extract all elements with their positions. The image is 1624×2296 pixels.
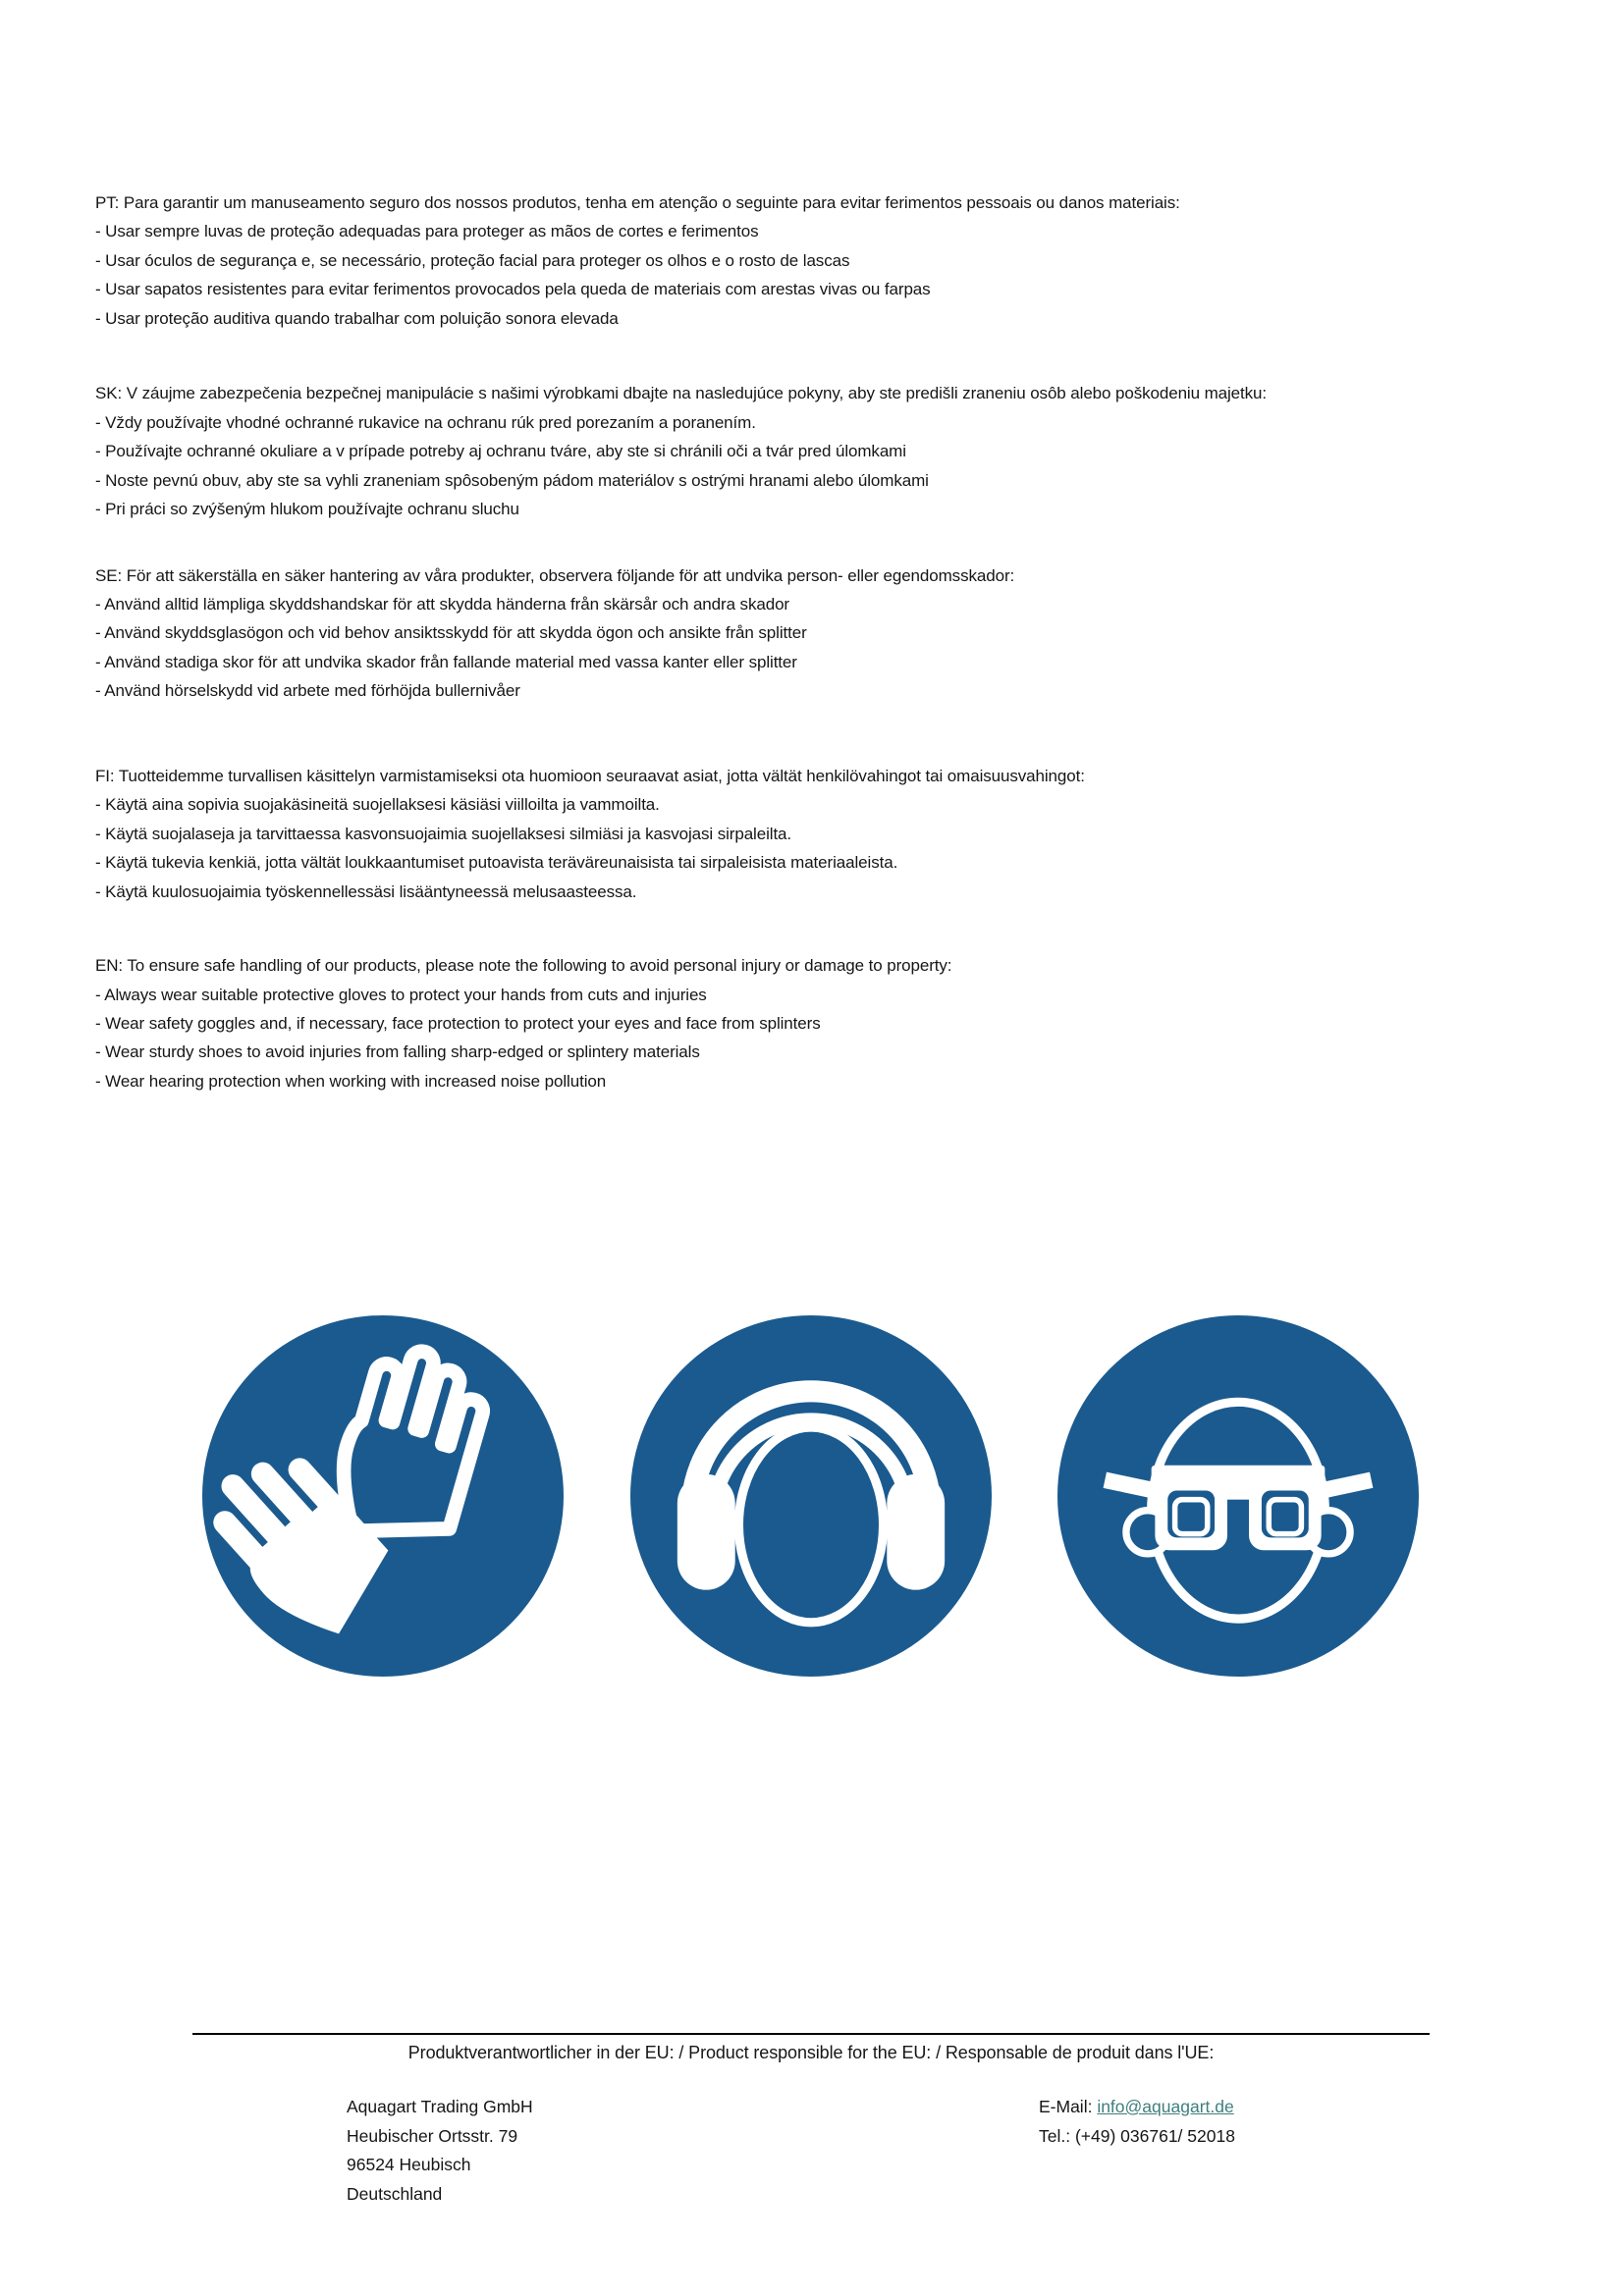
- footer-divider: [192, 2033, 1430, 2035]
- section-fi: [95, 762, 1489, 906]
- company-country: Deutschland: [347, 2183, 443, 2204]
- contact-info: [1039, 2093, 1235, 2151]
- section-en-bullet-2: - Wear safety goggles and, if necessary, face protection to protect your eyes and face from splinters: [95, 1013, 821, 1033]
- section-en-bullet-3: - Wear sturdy shoes to avoid injuries from falling sharp-edged or splintery materials: [95, 1042, 700, 1062]
- footer-heading: Produktverantwortlicher in der EU: / Product responsible for the EU: / Responsable de produit dans l'UE:: [407, 2043, 1215, 2062]
- company-city: 96524 Heubisch: [347, 2155, 471, 2174]
- phone-line: Tel.: (+49) 036761/ 52018: [1039, 2125, 1235, 2146]
- company-address: [347, 2093, 533, 2209]
- section-en-bullet-4: - Wear hearing protection when working with increased noise pollution: [95, 1071, 607, 1091]
- wear-eye-protection-pictogram: [1057, 1315, 1419, 1677]
- section-se-bullet-4: - Använd hörselskydd vid arbete med förhöjda bullernivåer: [95, 681, 520, 701]
- section-se-bullet-2: - Använd skyddsglasögon och vid behov ansiktsskydd för att skydda ögon och ansikte från splitter: [95, 623, 807, 643]
- section-sk-bullet-2: - Používajte ochranné okuliare a v prípade potreby aj ochranu tváre, aby ste si chránili oči a tvár pred úlomkami: [95, 442, 906, 461]
- section-sk-bullet-3: - Noste pevnú obuv, aby ste sa vyhli zraneniam spôsobeným pádom materiálov s ostrými hranami alebo úlomkami: [95, 470, 929, 490]
- ear-protection-icon: [630, 1315, 992, 1677]
- section-sk-heading: SK: V záujme zabezpečenia bezpečnej manipulácie s našimi výrobkami dbajte na nasledujúce pokyny, aby ste predišli zraneniu osôb alebo poškodeniu majetku:: [95, 384, 1268, 403]
- section-en-heading: EN: To ensure safe handling of our products, please note the following to avoid personal injury or damage to property:: [95, 956, 952, 976]
- section-fi-bullet-4: - Käytä kuulosuojaimia työskennellessäsi lisääntyneessä melusaasteessa.: [95, 881, 637, 901]
- section-fi-bullet-2: - Käytä suojalaseja ja tarvittaessa kasvonsuojaimia suojellaksesi silmiäsi ja kasvojasi sirpaleilta.: [95, 824, 792, 843]
- section-pt-heading: PT: Para garantir um manuseamento seguro dos nossos produtos, tenha em atenção o seguinte para evitar ferimentos pessoais ou danos materiais:: [95, 193, 1180, 212]
- eye-protection-icon: [1057, 1315, 1419, 1677]
- section-se-bullet-1: - Använd alltid lämpliga skyddshandskar för att skydda händerna från skärsår och andra skador: [95, 594, 789, 614]
- section-pt-bullet-3: - Usar sapatos resistentes para evitar ferimentos provocados pela queda de materiais com arestas vivas ou farpas: [95, 280, 931, 299]
- section-sk: [95, 379, 1489, 523]
- email-line: [1039, 2093, 1235, 2122]
- section-fi-bullet-3: - Käytä tukevia kenkiä, jotta vältät loukkaantumiset putoavista teräväreunaisista tai sirpaleisista materiaaleista.: [95, 853, 898, 873]
- company-street: Heubischer Ortsstr. 79: [347, 2125, 518, 2146]
- section-sk-bullet-4: - Pri práci so zvýšeným hlukom používajte ochranu sluchu: [95, 500, 519, 519]
- gloves-icon: [202, 1315, 564, 1677]
- section-en-bullet-1: - Always wear suitable protective gloves to protect your hands from cuts and injuries: [95, 985, 707, 1004]
- section-fi-heading: FI: Tuotteidemme turvallisen käsittelyn varmistamiseksi ota huomioon seuraavat asiat, jotta vältät henkilövahingot tai omaisuusvahingot:: [95, 766, 1085, 785]
- company-name: Aquagart Trading GmbH: [347, 2097, 533, 2116]
- section-se-bullet-3: - Använd stadiga skor för att undvika skador från fallande material med vassa kanter eller splitter: [95, 652, 797, 671]
- section-pt: [95, 188, 1489, 333]
- section-sk-bullet-1: - Vždy používajte vhodné ochranné rukavice na ochranu rúk pred porezaním a poranením.: [95, 412, 756, 432]
- wear-protective-gloves-pictogram: [202, 1315, 564, 1677]
- email-label: E-Mail:: [1039, 2097, 1098, 2116]
- section-pt-bullet-1: - Usar sempre luvas de proteção adequadas para proteger as mãos de cortes e ferimentos: [95, 222, 759, 241]
- section-se: [95, 561, 1489, 706]
- section-en: [95, 951, 1489, 1095]
- email-link[interactable]: info@aquagart.de: [1097, 2097, 1234, 2116]
- section-pt-bullet-4: - Usar proteção auditiva quando trabalhar com poluição sonora elevada: [95, 308, 619, 328]
- section-fi-bullet-1: - Käytä aina sopivia suojakäsineitä suojellaksesi käsiäsi viilloilta ja vammoilta.: [95, 795, 660, 815]
- section-se-heading: SE: För att säkerställa en säker hantering av våra produkter, observera följande för att undvika person- eller egendomsskador:: [95, 565, 1015, 585]
- safety-instructions-text: [95, 188, 1489, 1095]
- section-pt-bullet-2: - Usar óculos de segurança e, se necessário, proteção facial para proteger os olhos e o rosto de lascas: [95, 250, 850, 270]
- wear-ear-protection-pictogram: [630, 1315, 992, 1677]
